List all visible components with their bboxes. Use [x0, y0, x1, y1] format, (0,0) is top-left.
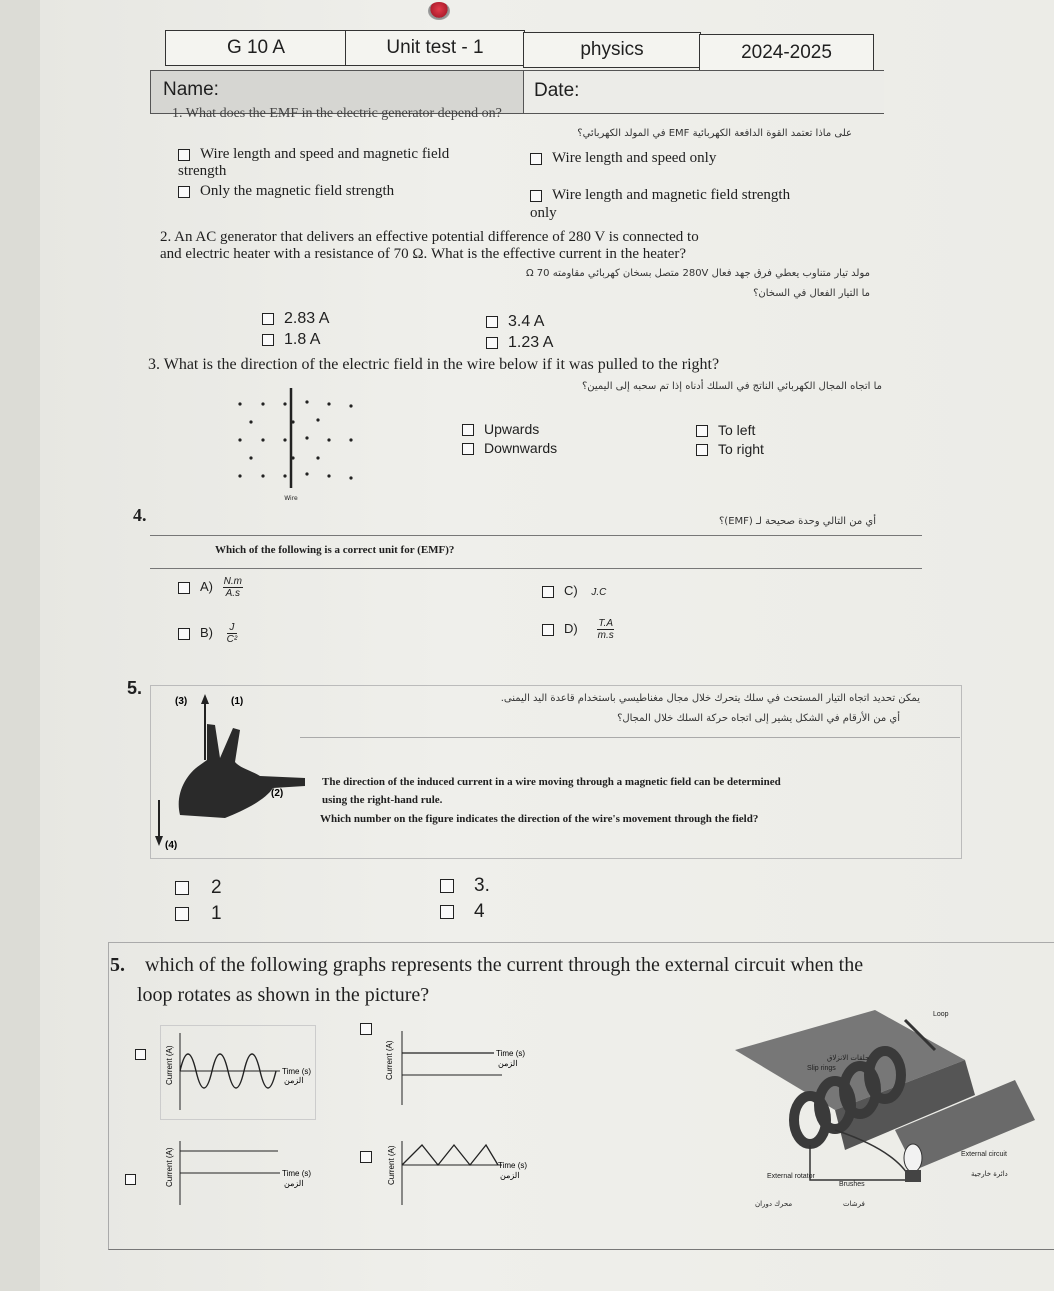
q3-text: 3. What is the direction of the electric field in the wire below if it was pulled to the right?: [148, 356, 720, 373]
checkbox[interactable]: [178, 186, 190, 198]
q5-text-line3: Which number on the figure indicates the direction of the wire's movement through the field?: [320, 813, 759, 825]
q1-text-ar: على ماذا تعتمد القوة الدافعة الكهربائية EMF في المولد الكهربائي؟: [577, 128, 852, 139]
q3-option-1[interactable]: Upwards: [462, 421, 539, 437]
q5-option-2[interactable]: 3.: [440, 875, 490, 897]
q2-option-2[interactable]: 3.4 A: [486, 313, 544, 331]
q2-option-3[interactable]: 1.8 A: [262, 331, 320, 349]
graph-option-d[interactable]: [360, 1148, 382, 1166]
checkbox[interactable]: [175, 881, 189, 895]
q1-option-1[interactable]: Wire length and speed and magnetic field strength: [178, 146, 450, 179]
q3-option-2[interactable]: To left: [696, 422, 755, 438]
checkbox[interactable]: [135, 1049, 146, 1060]
svg-text:الزمن: الزمن: [500, 1171, 520, 1180]
q4-text: Which of the following is a correct unit for (EMF)?: [215, 544, 455, 556]
graph-flat: [372, 1025, 532, 1110]
svg-text:الزمن: الزمن: [498, 1059, 518, 1068]
checkbox[interactable]: [262, 313, 274, 325]
checkbox[interactable]: [440, 905, 454, 919]
q5-text-ar1: يمكن تحديد اتجاه التيار المستحث في سلك يتحرك خلال مجال مغناطيسي باستخدام قاعدة اليد اليمنى.: [500, 693, 920, 704]
right-hand-figure: [155, 690, 305, 855]
label-brushes: Brushes: [839, 1181, 865, 1188]
svg-text:Current (A): Current (A): [387, 1145, 396, 1185]
q2-text-line1: 2. An AC generator that delivers an effective potential difference of 280 V is connected to: [160, 229, 699, 245]
q6-number: 5.: [110, 954, 125, 976]
checkbox[interactable]: [696, 444, 708, 456]
svg-text:Current (A): Current (A): [385, 1040, 394, 1080]
checkbox[interactable]: [530, 153, 542, 165]
grade-cell: G 10 A: [165, 30, 347, 66]
svg-text:Time (s): Time (s): [496, 1049, 526, 1058]
q4-option-b[interactable]: B) $\frac{J}{\text{C²}}$: [178, 622, 237, 645]
svg-text:الزمن: الزمن: [284, 1179, 304, 1188]
checkbox[interactable]: [175, 907, 189, 921]
checkbox[interactable]: [360, 1023, 372, 1035]
year-cell: 2024-2025: [699, 34, 874, 72]
q4-option-a[interactable]: A) $\frac{N.m}{A.s}$: [178, 576, 243, 599]
name-label: Name:: [163, 79, 219, 100]
q1-text: 1. What does the EMF in the electric generator depend on?: [172, 106, 502, 121]
q3-text-ar: ما اتجاه المجال الكهربائي الناتج في السلك أدناه إذا تم سحبه إلى اليمين؟: [581, 381, 882, 392]
svg-text:Time (s): Time (s): [282, 1067, 312, 1076]
q3-option-4[interactable]: To right: [696, 441, 764, 457]
divider: [150, 568, 922, 569]
svg-text:Current (A): Current (A): [165, 1045, 174, 1085]
q6-text-line1: which of the following graphs represents the current through the external circuit when the: [145, 954, 864, 976]
checkbox[interactable]: [486, 337, 498, 349]
checkbox[interactable]: [178, 149, 190, 161]
svg-text:الزمن: الزمن: [284, 1076, 304, 1085]
label-external-rotator-ar: محرك دوران: [755, 1200, 793, 1208]
graph-option-a[interactable]: [135, 1045, 156, 1063]
checkbox[interactable]: [360, 1151, 372, 1163]
test-title-cell: Unit test - 1: [345, 30, 525, 66]
date-box: [523, 71, 884, 113]
graph-zero: [160, 1135, 320, 1210]
q4-option-c[interactable]: C) J.C: [542, 583, 606, 598]
figure-label-4: (4): [165, 840, 178, 851]
q4-number: 4.: [133, 505, 147, 525]
checkbox[interactable]: [542, 586, 554, 598]
q5-option-4[interactable]: 4: [440, 901, 485, 923]
svg-text:Current (A): Current (A): [165, 1147, 174, 1187]
figure-label-2: (2): [271, 788, 284, 799]
figure-label-3: (3): [175, 696, 188, 707]
q3-wire-label: Wire: [284, 495, 298, 502]
label-slip-rings: Slip rings: [807, 1065, 836, 1072]
checkbox[interactable]: [462, 424, 474, 436]
q3-option-3[interactable]: Downwards: [462, 440, 557, 456]
label-loop: Loop: [933, 1011, 949, 1018]
checkbox[interactable]: [262, 334, 274, 346]
svg-text:Time (s): Time (s): [498, 1161, 528, 1170]
graph-option-c[interactable]: [125, 1170, 146, 1188]
q5-text-line1: The direction of the induced current in a wire moving through a magnetic field can be determined: [322, 776, 781, 788]
q2-text-line2: and electric heater with a resistance of 70 Ω. What is the effective current in the heater?: [160, 246, 687, 262]
graph-rectified: [380, 1135, 530, 1210]
divider: [300, 737, 960, 738]
q5-text-ar2: أي من الأرقام في الشكل يشير إلى اتجاه حركة السلك خلال المجال؟: [617, 713, 900, 724]
checkbox[interactable]: [542, 624, 554, 636]
q5-option-3[interactable]: 1: [175, 903, 222, 925]
q5-text-line2: using the right-hand rule.: [322, 794, 443, 806]
q3-wire-figure: [225, 382, 365, 512]
q6-text-line2: loop rotates as shown in the picture?: [137, 984, 430, 1006]
push-pin-icon: [428, 2, 450, 20]
q2-option-1[interactable]: 2.83 A: [262, 310, 329, 328]
checkbox[interactable]: [462, 443, 474, 455]
q5-option-1[interactable]: 2: [175, 877, 222, 899]
checkbox[interactable]: [530, 190, 542, 202]
q4-option-d[interactable]: D) $\frac{T.A}{m.s}$: [542, 618, 614, 641]
label-external-circuit: External circuit: [961, 1151, 1007, 1158]
checkbox[interactable]: [125, 1174, 136, 1185]
q1-option-3[interactable]: Only the magnetic field strength: [178, 183, 394, 200]
label-external-rotator: External rotator: [767, 1173, 815, 1180]
q4-text-ar: أي من التالي وحدة صحيحة لـ (EMF)؟: [719, 516, 876, 527]
figure-label-1: (1): [231, 696, 244, 707]
label-external-circuit-ar: دائرة خارجية: [971, 1170, 1008, 1178]
date-label: Date:: [534, 80, 580, 101]
checkbox[interactable]: [696, 425, 708, 437]
q5-number: 5.: [127, 678, 143, 698]
q1-option-2[interactable]: Wire length and speed only: [530, 150, 716, 167]
generator-illustration: [735, 1000, 1035, 1225]
q2-option-4[interactable]: 1.23 A: [486, 334, 553, 352]
fraction: $\frac{T.A}{m.s}$: [597, 618, 614, 641]
checkbox[interactable]: [440, 879, 454, 893]
svg-text:Time (s): Time (s): [282, 1169, 312, 1178]
q1-option-4[interactable]: Wire length and magnetic field strength only: [530, 187, 791, 221]
graph-sine: [160, 1025, 316, 1120]
label-slip-rings-ar: حلقات الانزلاق: [827, 1054, 870, 1062]
checkbox[interactable]: [178, 628, 190, 640]
q2-text-ar1: مولد تيار متناوب يعطي فرق جهد فعال 280V متصل بسخان كهربائي مقاومته 70 Ω: [525, 268, 870, 279]
q2-text-ar2: ما التيار الفعال في السخان؟: [753, 288, 870, 299]
checkbox[interactable]: [178, 582, 190, 594]
checkbox[interactable]: [486, 316, 498, 328]
label-brushes-ar: فرشات: [843, 1200, 865, 1208]
fraction: $\frac{N.m}{A.s}$: [223, 576, 242, 599]
subject-cell: physics: [523, 32, 701, 68]
divider: [150, 535, 922, 536]
fraction: $\frac{J}{\text{C²}}$: [226, 622, 238, 645]
